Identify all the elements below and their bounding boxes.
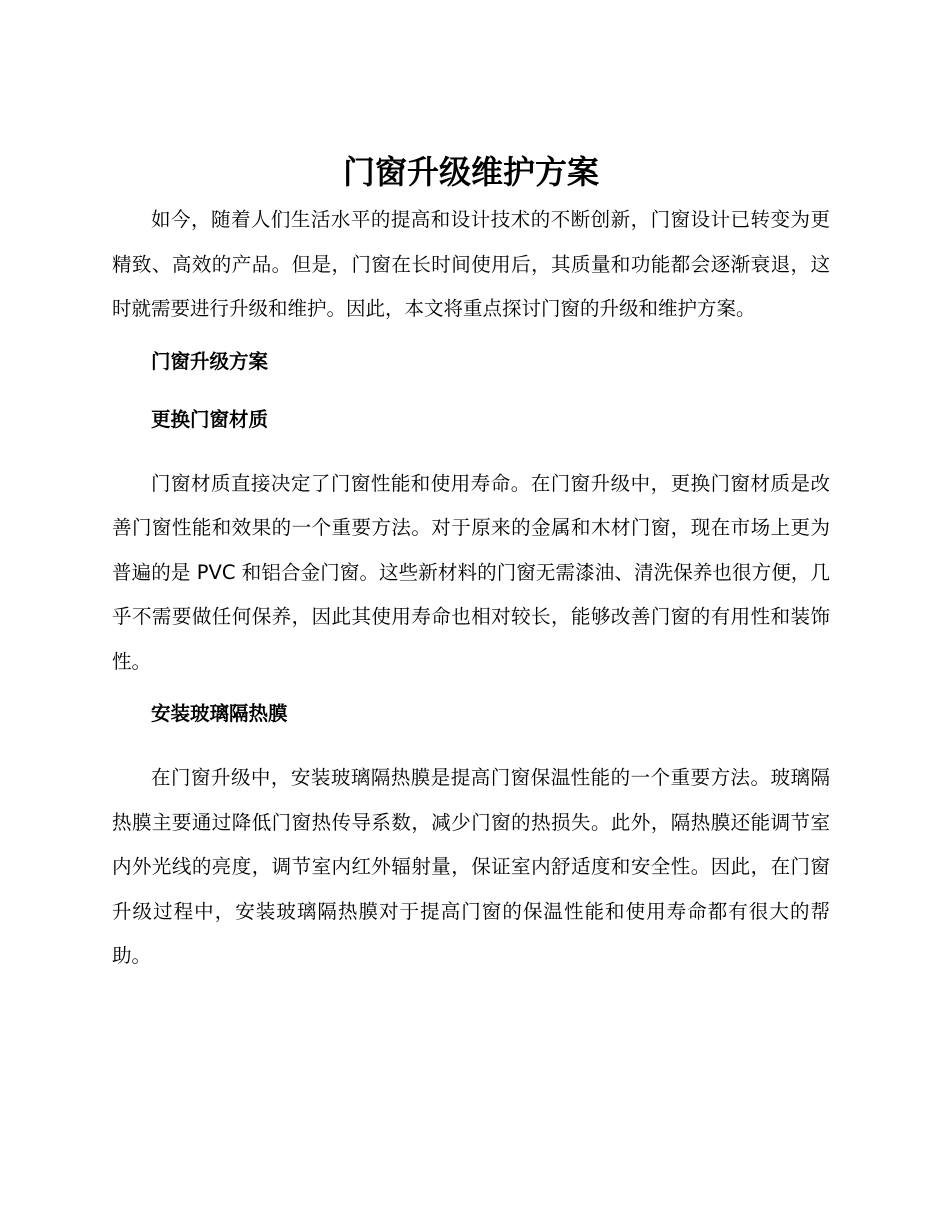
subsection-heading-replace-material: 更换门窗材质 [151, 407, 269, 431]
insulation-film-paragraph: 在门窗升级中，安装玻璃隔热膜是提高门窗保温性能的一个重要方法。玻璃隔热膜主要通过降低门窗热传导系数，减少门窗的热损失。此外，隔热膜还能调节室内外光线的亮度，调节室内红外辐射量，保证室内舒适度和安全性。因此，在门窗升级过程中，安装玻璃隔热膜对于提高门窗的保温性能和使用寿命都有很大的帮助。 [112, 766, 830, 967]
document-title: 门窗升级维护方案 [342, 153, 599, 191]
replace-material-paragraph: 门窗材质直接决定了门窗性能和使用寿命。在门窗升级中，更换门窗材质是改善门窗性能和效果的一个重要方法。对于原来的金属和木材门窗，现在市场上更为普遍的是 PVC 和铝合金门窗。这些新材料的门窗无需漆油、清洗保养也很方便，几乎不需要做任何保养，因此其使用寿命也相对较长，能够改善门窗的有用性和装饰性。 [112, 471, 830, 673]
subsection-heading-insulation-film: 安装玻璃隔热膜 [151, 702, 288, 725]
section-heading-upgrade-plan: 门窗升级方案 [151, 349, 269, 373]
intro-paragraph: 如今，随着人们生活水平的提高和设计技术的不断创新，门窗设计已转变为更精致、高效的产品。但是，门窗在长时间使用后，其质量和功能都会逐渐衰退，这时就需要进行升级和维护。因此，本文将重点探讨门窗的升级和维护方案。 [112, 208, 830, 320]
document-page [112, 148, 830, 993]
